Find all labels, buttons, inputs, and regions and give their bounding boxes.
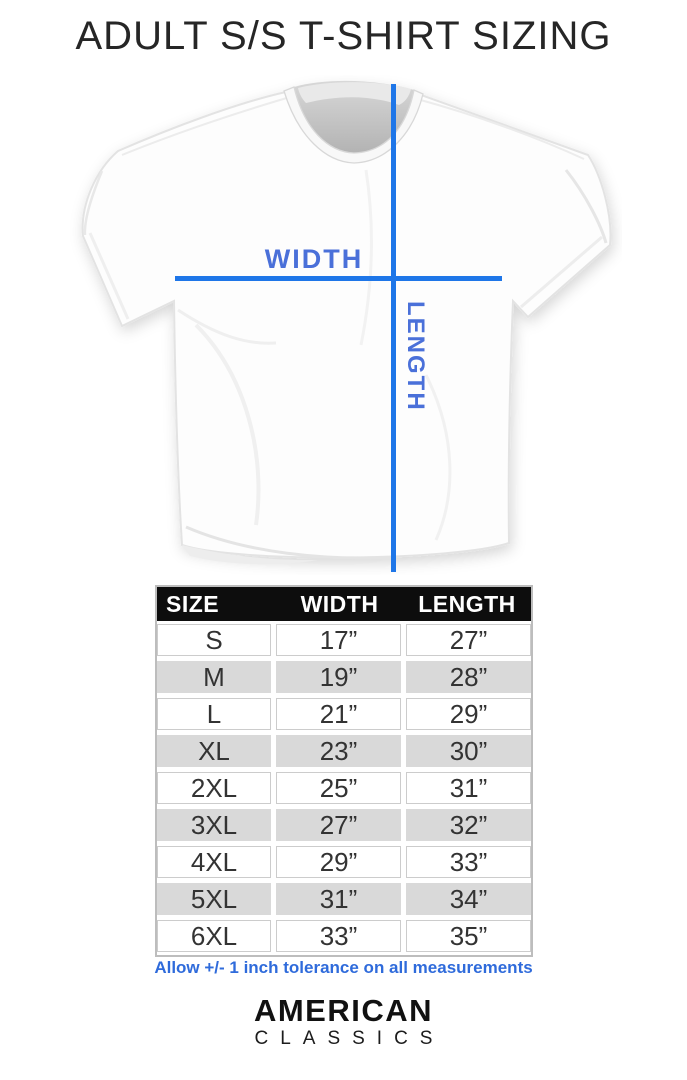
size-cell: S xyxy=(157,624,271,656)
width-cell: 23” xyxy=(276,735,401,767)
table-row xyxy=(157,846,531,878)
length-cell: 33” xyxy=(406,846,531,878)
table-row xyxy=(157,920,531,952)
length-cell: 32” xyxy=(406,809,531,841)
tolerance-note: Allow +/- 1 inch tolerance on all measurements xyxy=(154,958,533,977)
header-length: LENGTH xyxy=(418,590,516,617)
tshirt-diagram xyxy=(66,75,622,575)
table-row xyxy=(157,883,531,915)
size-cell: 4XL xyxy=(157,846,271,878)
size-cell: 3XL xyxy=(157,809,271,841)
table-row xyxy=(157,624,531,656)
length-cell: 28” xyxy=(406,661,531,693)
length-cell: 35” xyxy=(406,920,531,952)
size-cell: L xyxy=(157,698,271,730)
size-cell: 6XL xyxy=(157,920,271,952)
width-cell: 29” xyxy=(276,846,401,878)
length-cell: 29” xyxy=(406,698,531,730)
table-row xyxy=(157,735,531,767)
size-table xyxy=(155,585,533,957)
length-label: LENGTH xyxy=(402,301,429,412)
length-cell: 34” xyxy=(406,883,531,915)
width-cell: 27” xyxy=(276,809,401,841)
width-measure-line xyxy=(175,276,502,281)
size-cell: M xyxy=(157,661,271,693)
size-table-header xyxy=(157,587,531,621)
table-row xyxy=(157,809,531,841)
table-row xyxy=(157,772,531,804)
brand-logo xyxy=(0,994,687,1049)
width-label: WIDTH xyxy=(264,244,364,274)
width-cell: 21” xyxy=(276,698,401,730)
page-title: ADULT S/S T-SHIRT SIZING xyxy=(75,14,612,58)
width-cell: 31” xyxy=(276,883,401,915)
size-cell: 5XL xyxy=(157,883,271,915)
size-table-body xyxy=(157,624,531,952)
brand-name-secondary: CLASSICS xyxy=(254,1028,445,1049)
size-cell: XL xyxy=(157,735,271,767)
width-cell: 19” xyxy=(276,661,401,693)
table-row xyxy=(157,661,531,693)
header-size: SIZE xyxy=(166,590,220,617)
size-cell: 2XL xyxy=(157,772,271,804)
width-cell: 33” xyxy=(276,920,401,952)
table-row xyxy=(157,698,531,730)
width-cell: 25” xyxy=(276,772,401,804)
length-cell: 27” xyxy=(406,624,531,656)
length-cell: 31” xyxy=(406,772,531,804)
length-cell: 30” xyxy=(406,735,531,767)
tshirt-image xyxy=(66,75,622,575)
header-width: WIDTH xyxy=(300,590,379,617)
length-measure-line xyxy=(391,84,396,572)
width-cell: 17” xyxy=(276,624,401,656)
brand-name-primary: AMERICAN xyxy=(253,993,434,1028)
